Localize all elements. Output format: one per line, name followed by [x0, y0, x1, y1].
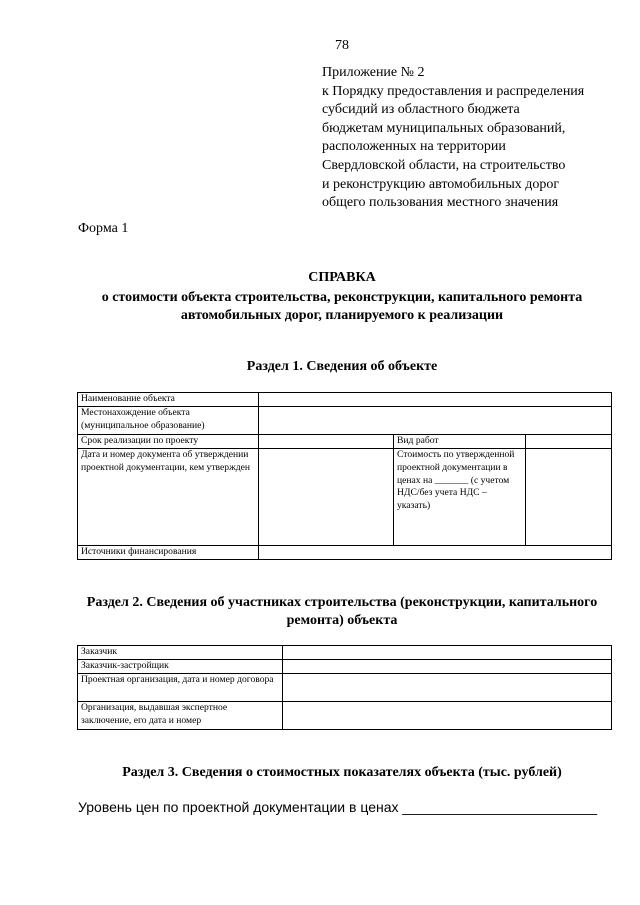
- value-approved-cost[interactable]: [526, 449, 612, 546]
- label-object-location: Местонахождение объекта (муниципальное образование): [78, 407, 259, 435]
- form-label: Форма 1: [78, 221, 129, 236]
- label-approved-cost: Стоимость по утвержденной проектной документации в ценах на _______ (с учетом НДС/без учета НДС – указать): [394, 449, 526, 546]
- label-funding-sources: Источники финансирования: [78, 546, 259, 560]
- label-approval-document: Дата и номер документа об утверждении проектной документации, кем утвержден: [78, 449, 259, 546]
- document-subtitle: о стоимости объекта строительства, реконструкции, капитального ремонта автомобильных дорог, планируемого к реализации: [101, 290, 583, 323]
- value-work-type[interactable]: [526, 435, 612, 449]
- appendix-line: субсидий из областного бюджета: [322, 102, 520, 118]
- label-period: Срок реализации по проекту: [78, 435, 259, 449]
- appendix-line: бюджетам муниципальных образований,: [322, 120, 566, 136]
- page-number: 78: [335, 38, 349, 53]
- appendix-line: расположенных на территории: [322, 139, 506, 155]
- appendix-line: и реконструкцию автомобильных дорог: [322, 176, 560, 192]
- value-customer[interactable]: [283, 646, 612, 660]
- appendix-line: Свердловской области, на строительство: [322, 157, 566, 173]
- value-period[interactable]: [259, 435, 394, 449]
- value-approval-document[interactable]: [259, 449, 394, 546]
- label-design-organization: Проектная организация, дата и номер договора: [78, 674, 283, 702]
- price-level-line: Уровень цен по проектной документации в ценах _________________________: [78, 799, 598, 815]
- value-funding-sources[interactable]: [259, 546, 612, 560]
- appendix-header: [322, 64, 584, 213]
- label-customer: Заказчик: [78, 646, 283, 660]
- value-customer-developer[interactable]: [283, 660, 612, 674]
- label-customer-developer: Заказчик-застройщик: [78, 660, 283, 674]
- object-info-table: [77, 392, 612, 560]
- participants-table: [77, 645, 612, 730]
- value-expert-organization[interactable]: [283, 702, 612, 730]
- label-object-name: Наименование объекта: [78, 393, 259, 407]
- appendix-line: к Порядку предоставления и распределения: [322, 83, 585, 99]
- section2-heading: Раздел 2. Сведения об участниках строительства (реконструкции, капитального ремонта) объекта: [86, 595, 598, 628]
- appendix-line: общего пользования местного значения: [322, 195, 559, 211]
- value-object-name[interactable]: [259, 393, 612, 407]
- label-work-type: Вид работ: [394, 435, 526, 449]
- section3-heading: Раздел 3. Сведения о стоимостных показателях объекта (тыс. рублей): [122, 765, 562, 780]
- appendix-line: Приложение № 2: [322, 65, 425, 80]
- section1-heading: Раздел 1. Сведения об объекте: [246, 359, 438, 374]
- value-object-location[interactable]: [259, 407, 612, 435]
- value-design-organization[interactable]: [283, 674, 612, 702]
- document-title: СПРАВКА: [308, 270, 376, 285]
- label-expert-organization: Организация, выдавшая экспертное заключение, его дата и номер: [78, 702, 283, 730]
